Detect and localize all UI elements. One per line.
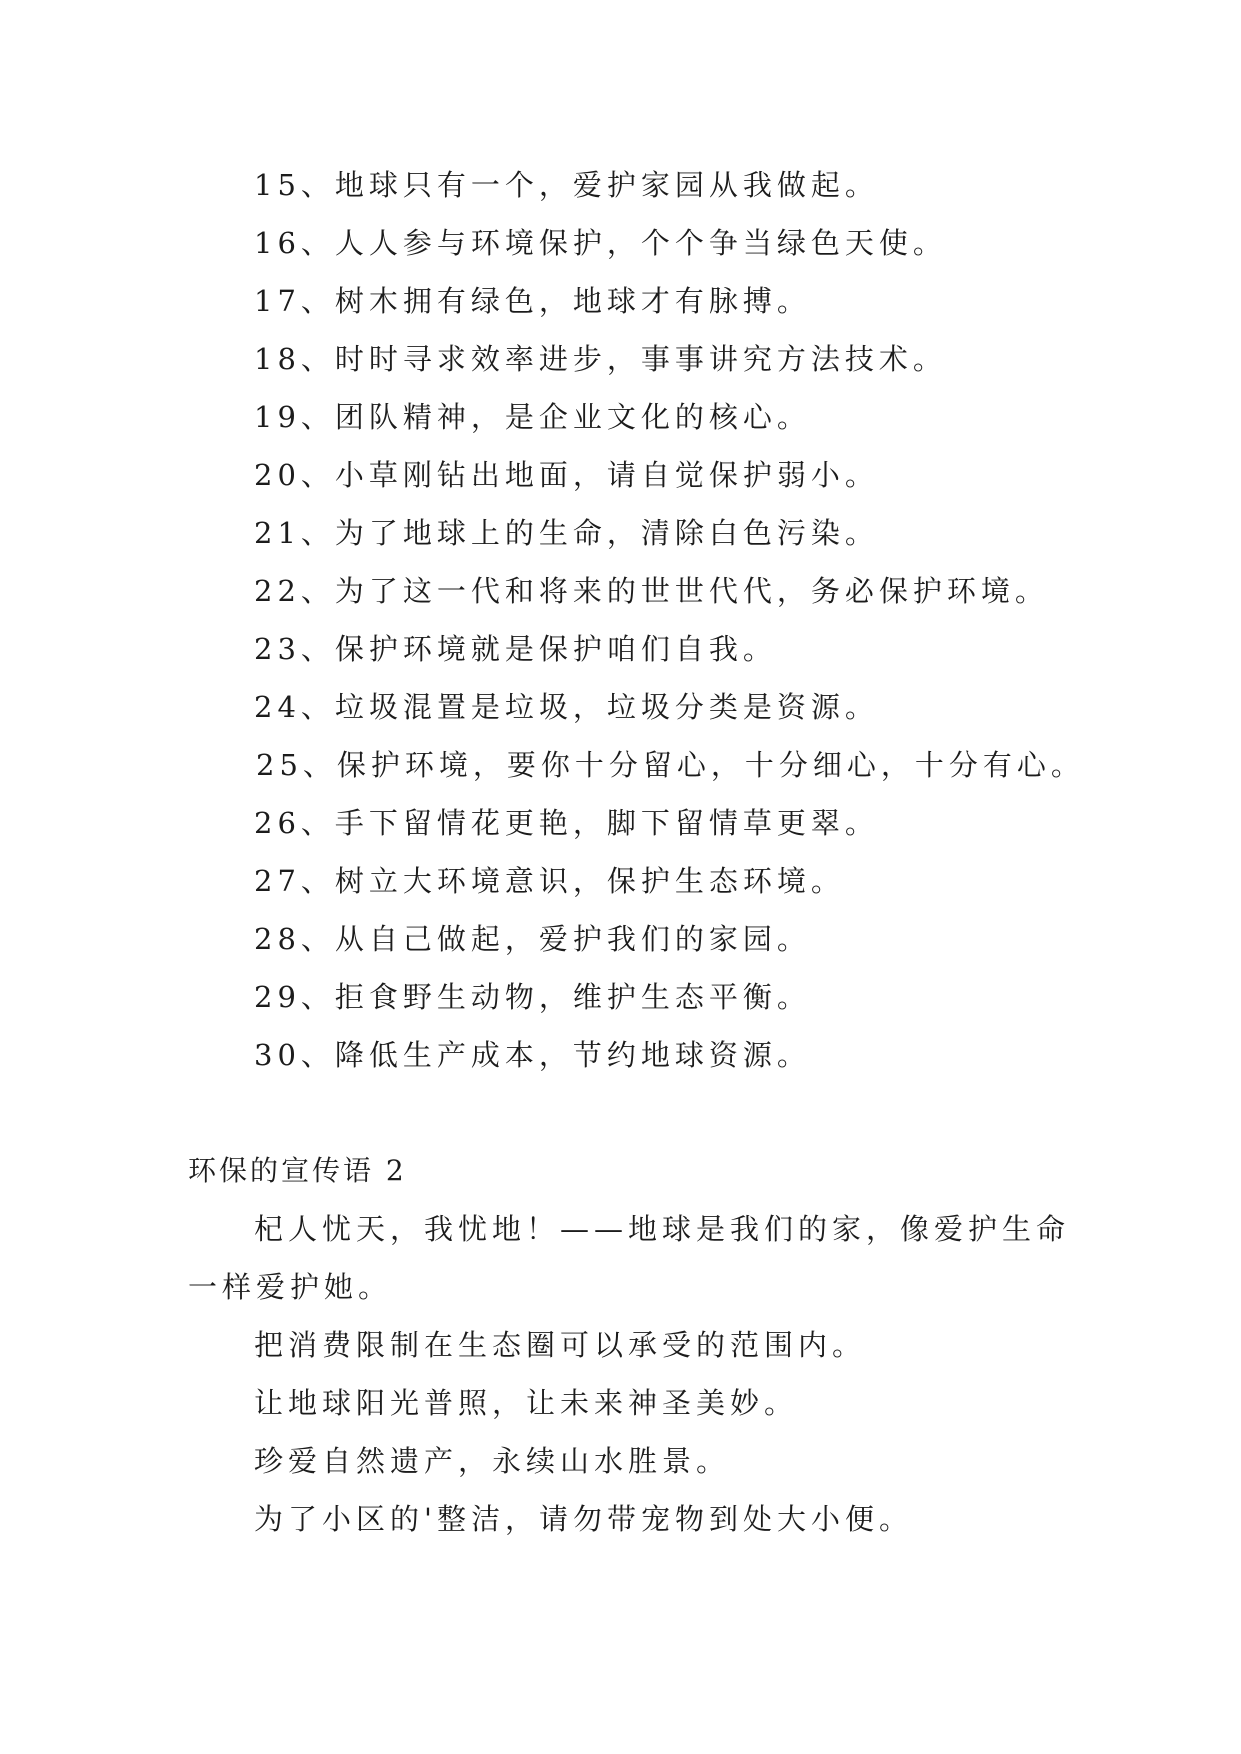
list-item: 15、地球只有一个，爱护家园从我做起。 (254, 168, 879, 202)
paragraph-line: 让地球阳光普照，让未来神圣美妙。 (254, 1386, 799, 1420)
list-item: 29、拒食野生动物，维护生态平衡。 (254, 980, 811, 1014)
list-item: 22、为了这一代和将来的世世代代，务必保护环境。 (254, 574, 1049, 608)
list-item: 19、团队精神，是企业文化的核心。 (254, 400, 811, 434)
list-item: 25、保护环境，要你十分留心，十分细心，十分有心。 (256, 748, 1085, 782)
list-item: 28、从自己做起，爱护我们的家园。 (254, 922, 811, 956)
paragraph-line: 杞人忧天，我忧地！——地球是我们的家，像爱护生命 (254, 1212, 1071, 1246)
list-item: 26、手下留情花更艳，脚下留情草更翠。 (254, 806, 879, 840)
paragraph-line: 一样爱护她。 (188, 1270, 393, 1304)
paragraph-line: 为了小区的'整洁，请勿带宠物到处大小便。 (254, 1502, 913, 1536)
list-item: 16、人人参与环境保护，个个争当绿色天使。 (254, 226, 947, 260)
list-item: 24、垃圾混置是垃圾，垃圾分类是资源。 (254, 690, 879, 724)
paragraph-line: 把消费限制在生态圈可以承受的范围内。 (254, 1328, 867, 1362)
list-item: 27、树立大环境意识，保护生态环境。 (254, 864, 845, 898)
paragraph-line: 珍爱自然遗产，永续山水胜景。 (254, 1444, 731, 1478)
section-heading: 环保的宣传语 2 (188, 1154, 407, 1187)
list-item: 18、时时寻求效率进步，事事讲究方法技术。 (254, 342, 947, 376)
list-item: 23、保护环境就是保护咱们自我。 (254, 632, 777, 666)
list-item: 17、树木拥有绿色，地球才有脉搏。 (254, 284, 811, 318)
list-item: 30、降低生产成本，节约地球资源。 (254, 1038, 811, 1072)
list-item: 21、为了地球上的生命，清除白色污染。 (254, 516, 879, 550)
list-item: 20、小草刚钻出地面，请自觉保护弱小。 (254, 458, 879, 492)
